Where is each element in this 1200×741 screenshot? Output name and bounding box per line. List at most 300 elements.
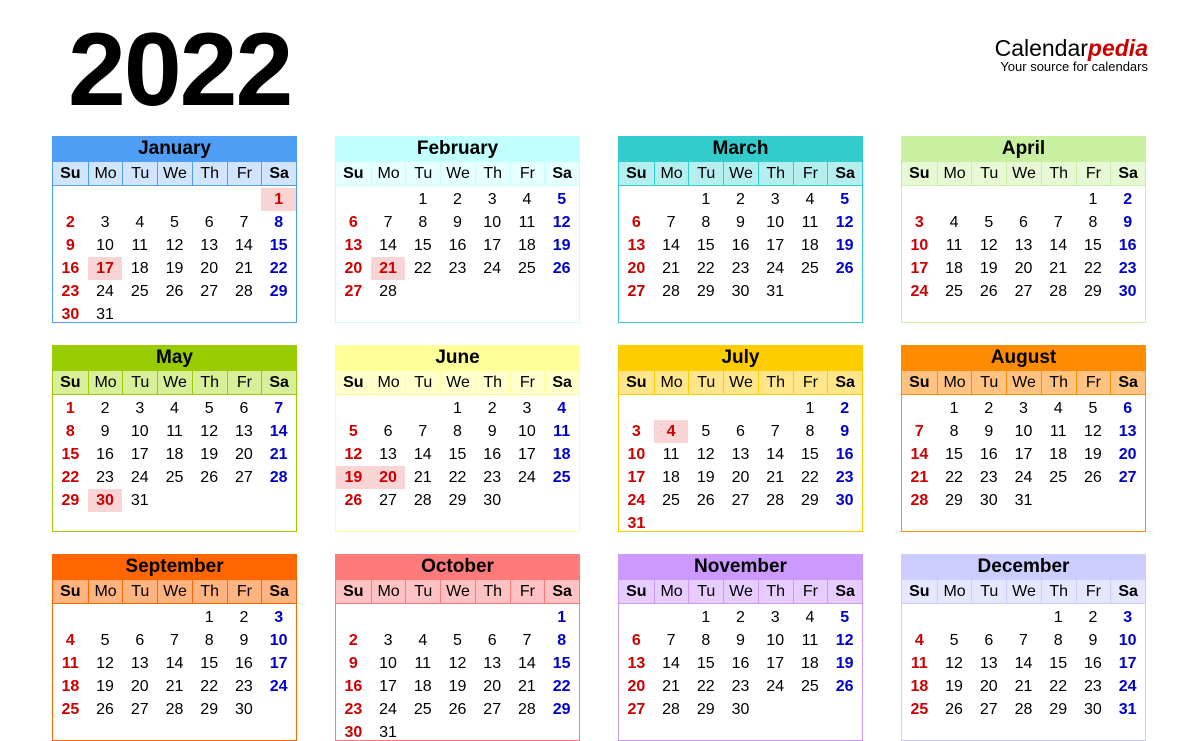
day-cell: 8 — [805, 423, 815, 440]
day-cell: 6 — [1123, 400, 1133, 417]
day-cell: 14 — [662, 237, 680, 254]
day-cell: 27 — [483, 701, 502, 718]
day-cell: 2 — [1123, 191, 1133, 208]
day-cell: 9 — [1123, 214, 1133, 231]
day-cell: 5 — [701, 423, 711, 440]
day-cell: 13 — [1014, 237, 1033, 254]
day-cell: 8 — [65, 423, 75, 440]
weekday-header — [902, 579, 1145, 604]
day-cell: 26 — [696, 492, 715, 509]
day-cell: 7 — [1053, 214, 1063, 231]
day-cell: 15 — [61, 446, 80, 463]
day-cell: 11 — [801, 632, 819, 649]
weekday-label: Sa — [544, 580, 579, 603]
weekday-label: Sa — [827, 371, 862, 394]
day-cell: 24 — [379, 701, 397, 718]
day-cell: 6 — [487, 632, 497, 649]
day-cell: 14 — [1014, 655, 1033, 672]
day-cell: 19 — [96, 678, 114, 695]
day-cell: 22 — [696, 678, 715, 695]
empty-day-cell — [1006, 188, 1041, 211]
day-cell: 6 — [631, 214, 641, 231]
day-cell: 21 — [766, 469, 785, 486]
day-cell: 22 — [801, 469, 819, 486]
day-cell: 22 — [552, 678, 571, 695]
day-cell: 9 — [348, 655, 358, 672]
day-cell: 2 — [65, 214, 75, 231]
day-cell: 25 — [662, 492, 680, 509]
day-cell: 12 — [945, 655, 963, 672]
weekday-label: Su — [626, 374, 647, 391]
day-cell: 20 — [371, 466, 406, 489]
day-cell: 3 — [100, 214, 110, 231]
day-cell: 17 — [1014, 446, 1033, 463]
day-cell: 6 — [984, 632, 994, 649]
day-cell: 17 — [766, 237, 785, 254]
day-cell: 11 — [1049, 423, 1067, 440]
day-cell: 3 — [383, 632, 393, 649]
day-cell: 20 — [627, 678, 646, 695]
weekday-label: Tu — [405, 371, 440, 394]
day-cell: 10 — [766, 214, 785, 231]
day-cell: 8 — [557, 632, 567, 649]
weekday-label: Fr — [510, 371, 545, 394]
month-december — [901, 554, 1146, 741]
day-cell: 11 — [801, 214, 819, 231]
day-cell: 5 — [348, 423, 358, 440]
day-cell: 12 — [344, 446, 363, 463]
day-cell: 3 — [770, 609, 780, 626]
weekday-label: Fr — [510, 580, 545, 603]
day-cell: 16 — [483, 446, 502, 463]
day-cell: 26 — [835, 260, 854, 277]
day-cell: 24 — [910, 283, 929, 300]
weekday-label: We — [440, 580, 475, 603]
day-cell: 7 — [666, 632, 676, 649]
day-cell: 27 — [379, 492, 397, 509]
day-cell: 18 — [801, 655, 819, 672]
weekday-header — [53, 161, 296, 186]
day-cell: 9 — [487, 423, 497, 440]
weekday-label: Su — [909, 374, 930, 391]
day-cell: 21 — [910, 469, 929, 486]
day-cell: 16 — [61, 260, 80, 277]
day-cell: 24 — [518, 469, 536, 486]
day-cell: 24 — [483, 260, 502, 277]
weekday-label: Mo — [937, 371, 972, 394]
weekday-label: Th — [192, 580, 227, 603]
weekday-label: Tu — [971, 162, 1006, 185]
day-cell: 27 — [344, 283, 363, 300]
day-cell: 23 — [483, 469, 502, 486]
day-cell: 20 — [130, 678, 149, 695]
day-cell: 17 — [130, 446, 149, 463]
weekday-label: Fr — [1076, 371, 1111, 394]
day-cell: 23 — [1118, 260, 1137, 277]
day-cell: 27 — [235, 469, 253, 486]
month-may — [52, 345, 297, 532]
day-cell: 5 — [840, 609, 850, 626]
day-cell: 8 — [274, 214, 284, 231]
day-cell: 9 — [65, 237, 75, 254]
day-cell: 10 — [1118, 632, 1137, 649]
month-june — [335, 345, 580, 532]
day-cell: 23 — [61, 283, 80, 300]
day-cell: 18 — [945, 260, 963, 277]
day-cell: 19 — [835, 237, 854, 254]
month-name: February — [336, 137, 579, 161]
day-cell: 11 — [945, 237, 963, 254]
empty-day-cell — [227, 188, 262, 211]
weekday-header — [902, 370, 1145, 395]
month-september — [52, 554, 297, 741]
empty-day-cell — [971, 188, 1006, 211]
day-cell: 26 — [552, 260, 571, 277]
calendarpedia-logo[interactable] — [995, 36, 1148, 74]
day-cell: 4 — [418, 632, 428, 649]
day-cell: 9 — [239, 632, 249, 649]
day-cell: 25 — [1049, 469, 1068, 486]
day-cell: 16 — [1084, 655, 1102, 672]
day-cell: 4 — [522, 191, 532, 208]
day-cell: 26 — [200, 469, 219, 486]
day-cell: 31 — [379, 724, 397, 741]
day-cell: 12 — [696, 446, 715, 463]
month-name: August — [902, 346, 1145, 370]
logo-wordmark — [995, 36, 1148, 60]
day-cell: 29 — [61, 492, 80, 509]
day-cell: 10 — [1014, 423, 1033, 440]
day-cell: 15 — [1049, 655, 1068, 672]
day-cell: 25 — [518, 260, 536, 277]
day-cell: 20 — [235, 446, 253, 463]
day-cell: 21 — [371, 257, 406, 280]
month-march — [618, 136, 863, 323]
day-cell: 28 — [1014, 701, 1033, 718]
empty-day-cell — [371, 606, 406, 629]
day-cell: 5 — [453, 632, 462, 649]
day-cell: 30 — [835, 492, 854, 509]
day-cell: 7 — [1019, 632, 1028, 649]
weekday-label: Sa — [1110, 371, 1145, 394]
weekday-label: Mo — [654, 371, 689, 394]
day-cell: 16 — [979, 446, 998, 463]
day-cell: 27 — [130, 701, 149, 718]
weekday-label: Th — [1041, 371, 1076, 394]
month-october — [335, 554, 580, 741]
weekday-label: Th — [1041, 580, 1076, 603]
empty-day-cell — [937, 188, 972, 211]
day-cell: 8 — [1053, 632, 1063, 649]
day-cell: 4 — [557, 400, 567, 417]
day-cell: 28 — [662, 701, 680, 718]
weekday-label: We — [440, 162, 475, 185]
weekday-label: Mo — [654, 580, 689, 603]
day-cell: 29 — [696, 701, 715, 718]
day-cell: 22 — [448, 469, 467, 486]
weekday-label: Fr — [793, 162, 828, 185]
day-cell: 27 — [627, 701, 646, 718]
day-cell: 16 — [235, 655, 253, 672]
day-cell: 11 — [518, 214, 536, 231]
day-cell: 20 — [627, 260, 646, 277]
weekday-label: Sa — [827, 162, 862, 185]
day-cell: 17 — [483, 237, 502, 254]
day-cell: 8 — [204, 632, 214, 649]
day-cell: 14 — [766, 446, 785, 463]
day-cell: 18 — [552, 446, 571, 463]
day-cell: 26 — [1084, 469, 1102, 486]
day-cell: 23 — [731, 678, 750, 695]
day-cell: 25 — [130, 283, 149, 300]
day-cell: 13 — [235, 423, 253, 440]
day-cell: 21 — [269, 446, 288, 463]
empty-day-cell — [53, 606, 88, 629]
day-cell: 19 — [835, 655, 854, 672]
weekday-label: Mo — [937, 580, 972, 603]
empty-day-cell — [654, 606, 689, 629]
day-cell: 10 — [269, 632, 288, 649]
day-cell: 3 — [1019, 400, 1028, 417]
weekday-label: We — [1006, 162, 1041, 185]
empty-day-cell — [336, 397, 371, 420]
day-cell: 5 — [170, 214, 179, 231]
day-cell: 21 — [1014, 678, 1033, 695]
weekday-label: Mo — [371, 371, 406, 394]
day-cell: 11 — [61, 655, 79, 672]
day-cell: 15 — [696, 655, 715, 672]
day-cell: 27 — [627, 283, 646, 300]
day-cell: 14 — [910, 446, 929, 463]
day-cell: 23 — [96, 469, 114, 486]
day-cell: 18 — [518, 237, 536, 254]
day-cell: 31 — [130, 492, 149, 509]
empty-day-cell — [902, 606, 937, 629]
day-cell: 31 — [1118, 701, 1137, 718]
day-cell: 15 — [696, 237, 715, 254]
day-grid — [336, 395, 579, 512]
day-cell: 3 — [135, 400, 145, 417]
day-cell: 11 — [414, 655, 432, 672]
day-cell: 7 — [914, 423, 924, 440]
weekday-label: Mo — [88, 580, 123, 603]
month-name: March — [619, 137, 862, 161]
weekday-label: Sa — [1110, 162, 1145, 185]
month-name: November — [619, 555, 862, 579]
day-cell: 17 — [627, 469, 646, 486]
weekday-label: We — [723, 162, 758, 185]
day-cell: 21 — [662, 260, 680, 277]
day-cell: 22 — [696, 260, 715, 277]
day-cell: 8 — [418, 214, 428, 231]
weekday-label: Tu — [122, 371, 157, 394]
weekday-label: Mo — [937, 162, 972, 185]
logo-tagline: Your source for calendars — [1000, 59, 1148, 74]
month-february — [335, 136, 580, 323]
day-cell: 9 — [453, 214, 462, 231]
empty-day-cell — [971, 606, 1006, 629]
day-cell: 21 — [1049, 260, 1068, 277]
day-cell: 1 — [453, 400, 462, 417]
day-cell: 1 — [701, 191, 711, 208]
day-cell: 12 — [448, 655, 467, 672]
day-cell: 28 — [379, 283, 397, 300]
empty-day-cell — [619, 397, 654, 420]
day-cell: 13 — [200, 237, 219, 254]
weekday-label: Tu — [688, 580, 723, 603]
day-cell: 12 — [835, 632, 854, 649]
weekday-label: Mo — [371, 580, 406, 603]
day-cell: 14 — [269, 423, 288, 440]
day-cell: 22 — [1084, 260, 1102, 277]
day-cell: 2 — [1088, 609, 1098, 626]
day-grid — [336, 604, 579, 741]
day-cell: 1 — [418, 191, 428, 208]
month-name: December — [902, 555, 1145, 579]
day-cell: 13 — [731, 446, 750, 463]
day-cell: 1 — [1053, 609, 1063, 626]
day-cell: 25 — [945, 283, 963, 300]
day-cell: 2 — [736, 609, 745, 626]
day-cell: 5 — [840, 191, 850, 208]
weekday-label: Th — [758, 162, 793, 185]
weekday-label: Sa — [261, 580, 296, 603]
weekday-label: Th — [758, 371, 793, 394]
weekday-label: Tu — [122, 162, 157, 185]
day-cell: 6 — [1019, 214, 1028, 231]
month-november — [618, 554, 863, 741]
weekday-label: Tu — [122, 580, 157, 603]
weekday-label: Su — [343, 583, 364, 600]
day-cell: 10 — [130, 423, 149, 440]
day-cell: 3 — [770, 191, 780, 208]
day-cell: 12 — [96, 655, 114, 672]
day-cell: 17 — [88, 257, 123, 280]
weekday-label: Su — [60, 374, 81, 391]
empty-day-cell — [53, 188, 88, 211]
day-cell: 20 — [200, 260, 219, 277]
day-cell: 6 — [239, 400, 249, 417]
weekday-label: Fr — [793, 371, 828, 394]
weekday-header — [336, 370, 579, 395]
weekday-header — [619, 579, 862, 604]
day-cell: 12 — [835, 214, 854, 231]
empty-day-cell — [902, 188, 937, 211]
empty-day-cell — [619, 606, 654, 629]
weekday-label: Sa — [544, 371, 579, 394]
day-cell: 17 — [910, 260, 929, 277]
weekday-label: Su — [626, 165, 647, 182]
empty-day-cell — [88, 188, 123, 211]
day-cell: 15 — [448, 446, 467, 463]
day-cell: 23 — [344, 701, 363, 718]
day-cell: 22 — [945, 469, 963, 486]
day-cell: 27 — [200, 283, 219, 300]
day-cell: 15 — [413, 237, 432, 254]
empty-day-cell — [688, 397, 723, 420]
day-cell: 3 — [914, 214, 924, 231]
day-cell: 3 — [631, 423, 641, 440]
logo-name-accent: pedia — [1087, 35, 1148, 61]
day-cell: 23 — [448, 260, 467, 277]
day-cell: 7 — [274, 400, 284, 417]
day-cell: 11 — [131, 237, 149, 254]
day-cell: 5 — [100, 632, 110, 649]
day-cell: 18 — [130, 260, 149, 277]
day-grid — [619, 604, 862, 721]
day-cell: 29 — [696, 283, 715, 300]
day-cell: 28 — [662, 283, 680, 300]
day-cell: 30 — [483, 492, 502, 509]
day-cell: 7 — [170, 632, 179, 649]
day-cell: 18 — [801, 237, 819, 254]
day-cell: 28 — [518, 701, 536, 718]
day-cell: 3 — [487, 191, 497, 208]
day-cell: 30 — [979, 492, 998, 509]
weekday-label: We — [157, 162, 192, 185]
weekday-label: Su — [60, 165, 81, 182]
weekday-label: We — [723, 371, 758, 394]
day-cell: 16 — [344, 678, 363, 695]
day-cell: 15 — [945, 446, 963, 463]
day-cell: 20 — [731, 469, 750, 486]
day-cell: 1 — [701, 609, 711, 626]
day-cell: 16 — [1118, 237, 1137, 254]
weekday-label: Th — [475, 371, 510, 394]
day-cell: 13 — [627, 237, 646, 254]
empty-day-cell — [510, 606, 545, 629]
day-cell: 15 — [1084, 237, 1102, 254]
day-cell: 24 — [130, 469, 149, 486]
weekday-label: Tu — [971, 580, 1006, 603]
day-grid — [53, 604, 296, 721]
day-cell: 8 — [1088, 214, 1098, 231]
day-cell: 30 — [88, 489, 123, 512]
day-cell: 23 — [235, 678, 253, 695]
day-cell: 2 — [840, 400, 850, 417]
day-cell: 8 — [701, 214, 711, 231]
day-cell: 22 — [200, 678, 219, 695]
day-cell: 24 — [766, 678, 785, 695]
weekday-label: We — [157, 580, 192, 603]
day-cell: 16 — [731, 237, 750, 254]
day-cell: 2 — [487, 400, 497, 417]
weekday-label: Tu — [688, 162, 723, 185]
day-cell: 19 — [165, 260, 184, 277]
day-grid — [53, 186, 296, 323]
empty-day-cell — [405, 606, 440, 629]
weekday-label: Tu — [971, 371, 1006, 394]
weekday-label: Sa — [544, 162, 579, 185]
empty-day-cell — [723, 397, 758, 420]
day-cell: 6 — [204, 214, 214, 231]
weekday-label: Sa — [827, 580, 862, 603]
day-cell: 23 — [1084, 678, 1102, 695]
day-cell: 18 — [61, 678, 80, 695]
day-cell: 12 — [1084, 423, 1102, 440]
day-cell: 24 — [1014, 469, 1033, 486]
weekday-label: Th — [192, 162, 227, 185]
day-cell: 2 — [348, 632, 358, 649]
day-cell: 27 — [979, 701, 998, 718]
day-cell: 18 — [662, 469, 680, 486]
day-cell: 27 — [731, 492, 750, 509]
day-cell: 11 — [662, 446, 680, 463]
day-cell: 4 — [914, 632, 924, 649]
day-cell: 14 — [662, 655, 680, 672]
day-cell: 28 — [910, 492, 929, 509]
day-cell: 4 — [135, 214, 145, 231]
